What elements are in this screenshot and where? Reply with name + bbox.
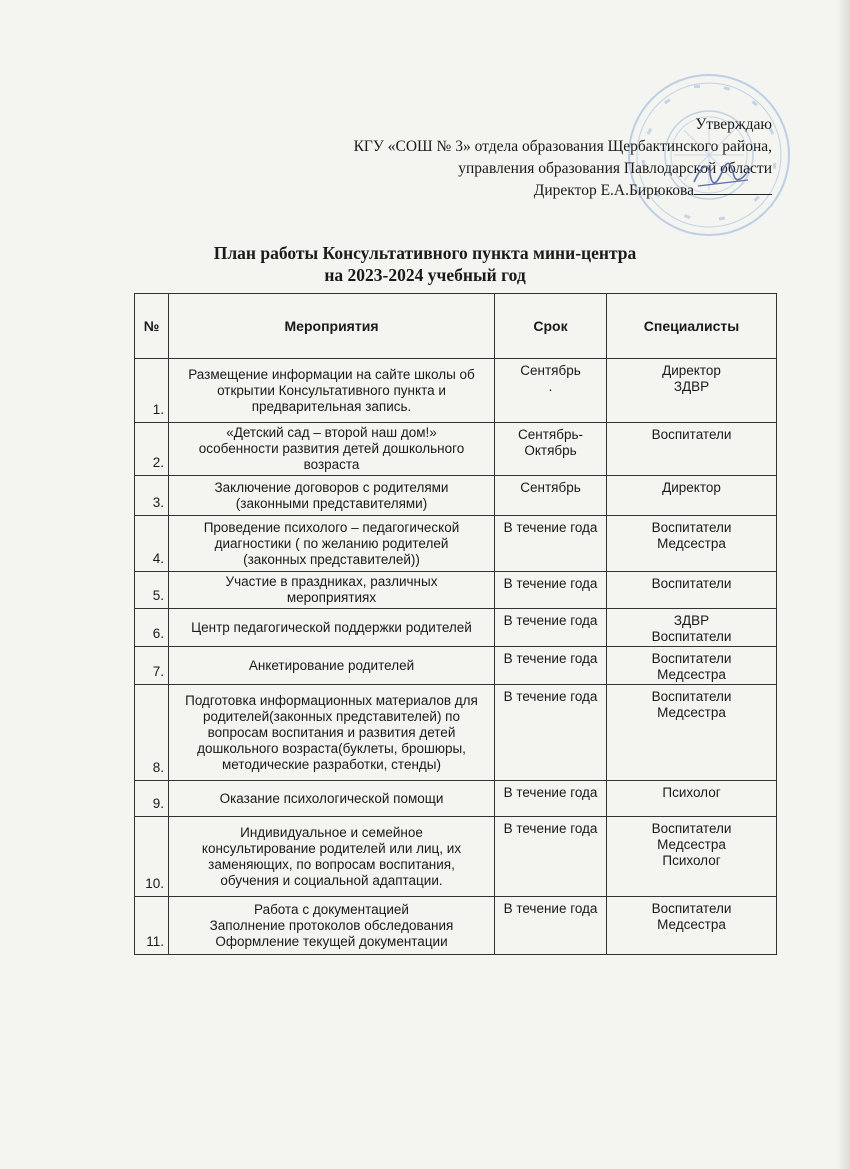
event-description-line: предварительная запись. [251,398,412,414]
event-specialists-line: ЗДВР [673,613,710,628]
event-description [169,781,495,817]
title-line-2: на 2023-2024 учебный год [324,265,526,285]
event-description [169,897,495,955]
event-term-line: В течение года [503,651,598,666]
event-description-line: Оказание психологической помощи [219,790,444,806]
table-row [135,781,777,817]
event-term [495,817,607,897]
event-specialists [607,897,777,955]
table-row [135,647,777,685]
event-description-line: мероприятиях [286,590,377,605]
event-description [169,423,495,476]
event-description-line: заменяющих, по вопросам воспитания, [208,856,455,872]
event-specialists-line: Воспитатели [651,427,732,442]
event-description-line: Заполнение протоколов обследования [209,917,454,933]
event-specialists-line: Директор [662,480,721,495]
director-name: Директор Е.А.Бирюкова [533,182,694,199]
handwritten-signature-icon [690,158,754,190]
event-description [169,817,495,897]
event-specialists-line: Воспитатели [651,689,732,704]
event-term-line: В течение года [503,576,598,591]
event-term-line: В течение года [503,520,598,535]
event-specialists [607,423,777,476]
table-row [135,572,777,609]
event-specialists-line: Медсестра [657,837,726,852]
row-number: 6. [135,609,169,647]
event-specialists [607,572,777,609]
event-term-line: . [548,379,553,394]
row-number: 3. [135,476,169,516]
event-description-line: Анкетирование родителей [248,657,415,673]
event-term [495,359,607,423]
work-plan-table [134,293,777,955]
row-number: 11. [135,897,169,955]
event-specialists [607,476,777,516]
row-number: 1. [135,359,169,423]
event-term [495,516,607,572]
event-description-line: родителей(законных представителей) по [202,708,461,724]
event-term-line: Сентябрь [520,363,581,378]
header-number: № [135,294,169,359]
event-description-line: открытии Консультативного пункта и [217,382,446,398]
event-description-line: Центр педагогической поддержки родителей [191,619,472,635]
event-description-line: Оформление текущей документации [215,933,448,949]
event-term-line: В течение года [503,613,598,628]
event-description-line: Участие в праздниках, различных [225,574,438,589]
header-term: Срок [495,294,607,359]
event-term-line: Октябрь [524,443,577,458]
row-number: 5. [135,572,169,609]
event-specialists [607,647,777,685]
header-specialists: Специалисты [607,294,777,359]
event-description-line: «Детский сад – второй наш дом!» [226,425,437,440]
event-term-line: Сентябрь- [518,427,583,442]
event-specialists [607,609,777,647]
event-description-line: Размещение информации на сайте школы об [188,366,475,382]
event-specialists-line: Медсестра [657,536,726,551]
event-term-line: В течение года [503,785,598,800]
event-description-line: методические разработки, стенды) [222,756,441,772]
table-row [135,817,777,897]
event-description-line: Индивидуальное и семейное [240,824,423,840]
event-specialists [607,685,777,781]
table-row [135,609,777,647]
table-row [135,476,777,516]
event-description [169,476,495,516]
table-row [135,423,777,476]
event-term [495,897,607,955]
event-specialists-line: Воспитатели [651,651,732,666]
event-description [169,647,495,685]
event-description-line: вопросам воспитания и развития детей [207,724,456,740]
event-description-line: Проведение психолого – педагогической [203,519,460,535]
event-specialists-line: Медсестра [657,917,726,932]
event-description [169,685,495,781]
event-description-line: (законными представителями) [235,495,428,511]
event-specialists-line: Воспитатели [651,629,732,644]
event-specialists-line: Директор [662,363,721,378]
event-specialists-line: Психолог [662,853,721,868]
title-line-1: План работы Консультативного пункта мини-центра [213,243,637,263]
table-header-row [135,294,777,359]
approval-department: управления образования Павлодарской области [458,160,772,177]
event-term [495,476,607,516]
event-specialists [607,359,777,423]
event-specialists-line: Медсестра [657,705,726,720]
event-specialists-line: ЗДВР [673,379,710,394]
row-number: 10. [135,817,169,897]
row-number: 4. [135,516,169,572]
event-description [169,359,495,423]
row-number: 7. [135,647,169,685]
event-description-line: возраста [303,457,360,472]
event-specialists-line: Воспитатели [651,821,732,836]
table-row [135,685,777,781]
row-number: 8. [135,685,169,781]
event-term [495,423,607,476]
event-term [495,647,607,685]
event-description-line: диагностики ( по желанию родителей [214,535,449,551]
event-specialists-line: Воспитатели [651,576,732,591]
row-number: 9. [135,781,169,817]
event-description-line: Работа с документацией [254,901,409,917]
header-events: Мероприятия [169,294,495,359]
page-edge-shadow [836,0,850,1169]
table-row [135,897,777,955]
event-description-line: дошкольного возраста(буклеты, брошюры, [197,740,466,756]
document-title [0,242,850,286]
event-term [495,572,607,609]
event-specialists [607,817,777,897]
table-row [135,516,777,572]
event-specialists-line: Воспитатели [651,520,732,535]
event-specialists-line: Психолог [662,785,721,800]
event-specialists-line: Медсестра [657,667,726,682]
event-term-line: В течение года [503,689,598,704]
row-number: 2. [135,423,169,476]
event-description [169,516,495,572]
event-description-line: консультирование родителей или лиц, их [201,840,462,856]
event-description [169,609,495,647]
event-specialists [607,781,777,817]
event-term [495,609,607,647]
event-term-line: В течение года [503,901,598,916]
event-term [495,781,607,817]
event-term-line: Сентябрь [520,480,581,495]
approval-heading: Утверждаю [695,116,772,133]
event-specialists-line: Воспитатели [651,901,732,916]
event-term-line: В течение года [503,821,598,836]
approval-organization: КГУ «СОШ № 3» отдела образования Щербактинского района, [353,138,772,155]
event-description-line: Заключение договоров с родителями [214,479,449,495]
event-description-line: обучения и социальной адаптации. [220,872,443,888]
event-specialists [607,516,777,572]
event-description-line: Подготовка информационных материалов для [185,692,478,708]
table-row [135,359,777,423]
event-term [495,685,607,781]
event-description-line: особенности развития детей дошкольного [198,441,465,456]
event-description-line: (законных представителей)) [243,551,420,567]
event-description [169,572,495,609]
